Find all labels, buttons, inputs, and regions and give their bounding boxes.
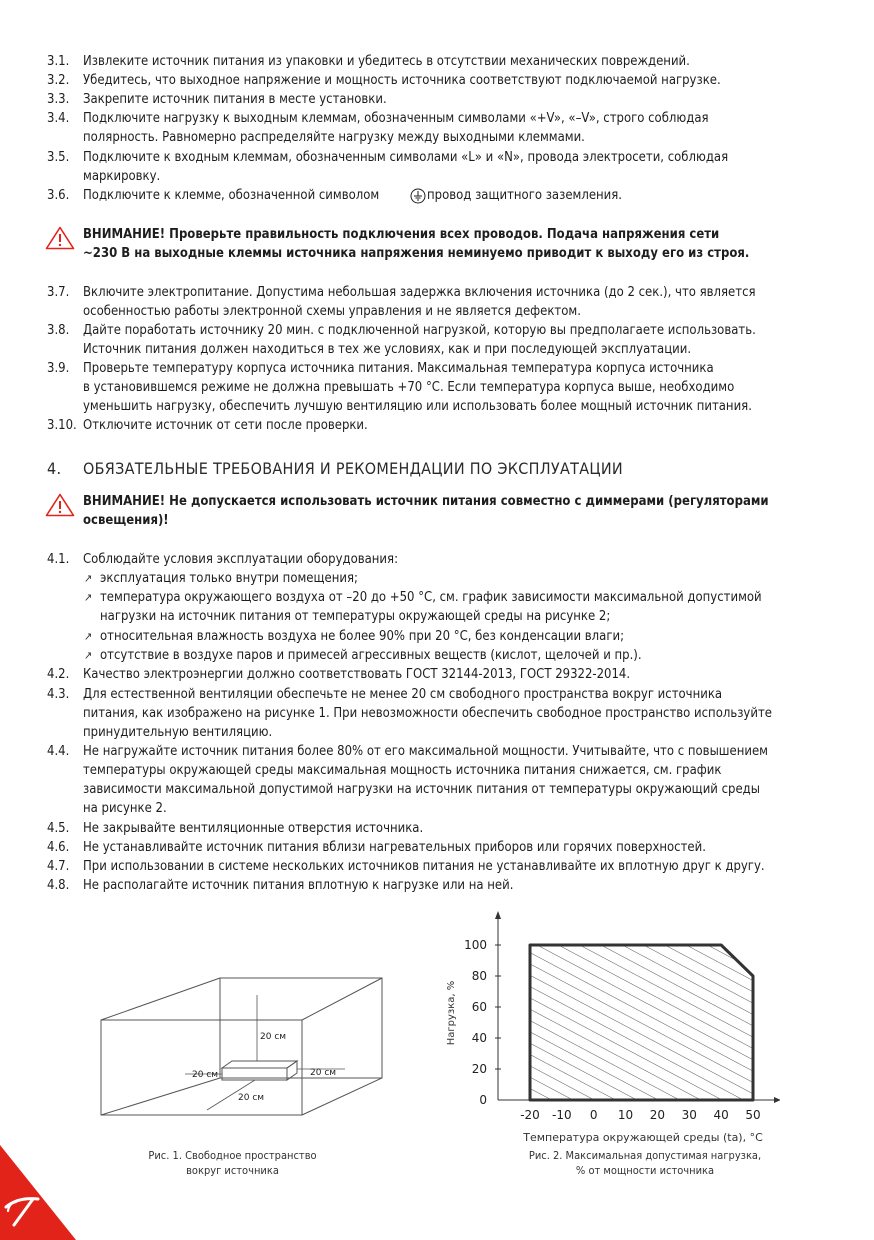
warning-text: освещения)! <box>83 513 169 528</box>
item-text: Убедитесь, что выходное напряжение и мощность источника соответствуют подключаемой нагрузке. <box>83 73 721 88</box>
y-tick-label: 60 <box>471 1000 487 1014</box>
item-number: 3.4. <box>47 111 70 126</box>
item-number: 3.7. <box>47 285 70 300</box>
bullet-text: эксплуатация только внутри помещения; <box>100 571 358 586</box>
clearance-label-front: 20 см <box>238 1093 265 1103</box>
bullet-arrow-icon: ↗ <box>84 572 93 585</box>
item-number: 3.2. <box>47 73 70 88</box>
item-text: Источник питания должен находиться в тех же условиях, как и при последующей эксплуатации. <box>83 342 692 357</box>
item-text: Закрепите источник питания в месте установки. <box>83 92 387 107</box>
y-axis-arrow-icon <box>495 911 501 919</box>
ground-symbol-icon <box>410 188 426 204</box>
item-text: провод защитного заземления. <box>427 188 623 203</box>
item-text: Проверьте температуру корпуса источника питания. Максимальная температура корпуса источника <box>83 361 714 376</box>
x-tick-label: -20 <box>520 1108 540 1122</box>
bullet-arrow-icon: ↗ <box>84 591 93 604</box>
bullet-arrow-icon: ↗ <box>84 649 93 662</box>
item-number: 3.3. <box>47 92 70 107</box>
x-tick-label: 40 <box>713 1108 729 1122</box>
item-number: 4.4. <box>47 744 70 759</box>
item-text: принудительную вентиляцию. <box>83 725 273 740</box>
bullet-text: температура окружающего воздуха от –20 до +50 °С, см. график зависимости максимальной допустимой <box>100 590 762 605</box>
clearance-label-left: 20 см <box>192 1070 219 1080</box>
item-number: 4.8. <box>47 878 70 893</box>
y-tick-label: 40 <box>471 1031 487 1045</box>
item-number: 3.6. <box>47 188 70 203</box>
x-tick-label: 20 <box>649 1108 666 1122</box>
item-number: 4.5. <box>47 821 70 836</box>
figure-2-caption <box>500 1148 790 1178</box>
x-tick-label: 10 <box>617 1108 634 1122</box>
y-tick-label: 100 <box>464 938 487 952</box>
clearance-label-top: 20 см <box>260 1032 287 1042</box>
y-tick-label: 80 <box>471 969 487 983</box>
item-text: Соблюдайте условия эксплуатации оборудования: <box>83 552 399 567</box>
caption-line: Рис. 1. Свободное пространство <box>148 1149 317 1162</box>
item-text: Подключите к входным клеммам, обозначенным символами «L» и «N», провода электросети, соблюдая <box>83 150 729 165</box>
item-text: питания, как изображено на рисунке 1. При невозможности обеспечить свободное пространство используйте <box>83 706 772 721</box>
item-text: в установившемся режиме не должна превышать +70 °С. Если температура корпуса выше, необходимо <box>83 380 735 395</box>
warning-icon <box>45 226 75 250</box>
item-number: 3.9. <box>47 361 70 376</box>
item-number: 4.3. <box>47 687 70 702</box>
item-number: 4.2. <box>47 667 70 682</box>
warning-icon <box>45 493 75 517</box>
caption-line: Рис. 2. Максимальная допустимая нагрузка, <box>528 1149 762 1162</box>
warning-text: ВНИМАНИЕ! Проверьте правильность подключения всех проводов. Подача напряжения сети <box>83 227 720 242</box>
item-text: Не устанавливайте источник питания вблизи нагревательных приборов или горячих поверхностей. <box>83 840 706 855</box>
warning-text: ВНИМАНИЕ! Не допускается использовать источник питания совместно с диммерами (регуляторами <box>83 494 769 509</box>
x-tick-label: 50 <box>745 1108 761 1122</box>
x-tick-label: 0 <box>589 1108 598 1122</box>
item-text: Дайте поработать источнику 20 мин. с подключенной нагрузкой, которую вы предполагаете использовать. <box>83 323 756 338</box>
load-area <box>530 945 753 1100</box>
item-number: 4.6. <box>47 840 70 855</box>
item-text: особенностью работы электронной схемы управления и не является дефектом. <box>83 304 581 319</box>
caption-line: вокруг источника <box>186 1164 279 1177</box>
item-text: зависимости максимальной допустимой нагрузки на источник питания от температуры окружающий среды <box>83 782 760 797</box>
y-tick-label: 0 <box>479 1093 487 1107</box>
item-text: температуры окружающей среды максимальная мощность источника питания снижается, см. график <box>83 763 722 778</box>
item-number: 3.10. <box>47 418 77 433</box>
x-tick-label: -10 <box>552 1108 572 1122</box>
x-axis-label: Температура окружающей среды (ta), °C <box>523 1131 763 1144</box>
item-text: на рисунке 2. <box>83 801 167 816</box>
section-number: 4. <box>47 459 62 478</box>
item-text: полярность. Равномерно распределяйте нагрузку между выходными клеммами. <box>83 130 585 145</box>
item-text: Отключите источник от сети после проверки. <box>83 418 368 433</box>
item-text: Подключите нагрузку к выходным клеммам, обозначенным символами «+V», «–V», строго соблюдая <box>83 111 709 126</box>
x-tick-label: 30 <box>681 1108 697 1122</box>
figure-2-load-chart <box>440 905 780 1150</box>
y-axis-label: Нагрузка, % <box>446 980 457 1046</box>
caption-line: % от мощности источника <box>575 1164 715 1177</box>
item-number: 3.8. <box>47 323 70 338</box>
item-text: Не нагружайте источник питания более 80% от его максимальной мощности. Учитывайте, что с повышением <box>83 744 768 759</box>
item-text: маркировку. <box>83 169 161 184</box>
bullet-text: относительная влажность воздуха не более 90% при 20 °С, без конденсации влаги; <box>100 629 625 644</box>
item-number: 4.7. <box>47 859 70 874</box>
bullet-text: нагрузки на источник питания от температуры окружающей среды на рисунке 2; <box>100 609 611 624</box>
item-text: Не закрывайте вентиляционные отверстия источника. <box>83 821 424 836</box>
bullet-text: отсутствие в воздухе паров и примесей агрессивных веществ (кислот, щелочей и пр.). <box>100 648 642 663</box>
figure-1-clearance-diagram <box>95 965 390 1125</box>
figure-1-caption <box>110 1148 355 1178</box>
item-text: Включите электропитание. Допустима небольшая задержка включения источника (до 2 сек.), что является <box>83 285 756 300</box>
brand-logo-corner <box>0 1145 80 1240</box>
item-text: Для естественной вентиляции обеспечьте не менее 20 см свободного пространства вокруг источника <box>83 687 723 702</box>
item-number: 3.1. <box>47 54 70 69</box>
warning-text: ~230 В на выходные клеммы источника напряжения неминуемо приводит к выходу его из строя. <box>83 246 750 261</box>
item-text: Не располагайте источник питания вплотную к нагрузке или на ней. <box>83 878 514 893</box>
item-text: уменьшить нагрузку, обеспечить лучшую вентиляцию или использовать более мощный источник питания. <box>83 399 752 414</box>
bullet-arrow-icon: ↗ <box>84 630 93 643</box>
y-tick-label: 20 <box>471 1062 487 1076</box>
item-number: 3.5. <box>47 150 70 165</box>
clearance-label-right: 20 см <box>310 1068 337 1078</box>
section-title: ОБЯЗАТЕЛЬНЫЕ ТРЕБОВАНИЯ И РЕКОМЕНДАЦИИ ПО ЭКСПЛУАТАЦИИ <box>83 459 623 478</box>
item-number: 4.1. <box>47 552 70 567</box>
item-text: При использовании в системе нескольких источников питания не устанавливайте их вплотную друг к другу. <box>83 859 765 874</box>
item-text: Извлеките источник питания из упаковки и убедитесь в отсутствии механических повреждений. <box>83 54 690 69</box>
x-axis-arrow-icon <box>774 1097 780 1103</box>
item-text: Качество электроэнергии должно соответствовать ГОСТ 32144-2013, ГОСТ 29322-2014. <box>83 667 631 682</box>
item-text: Подключите к клемме, обозначенной символом <box>83 188 380 203</box>
